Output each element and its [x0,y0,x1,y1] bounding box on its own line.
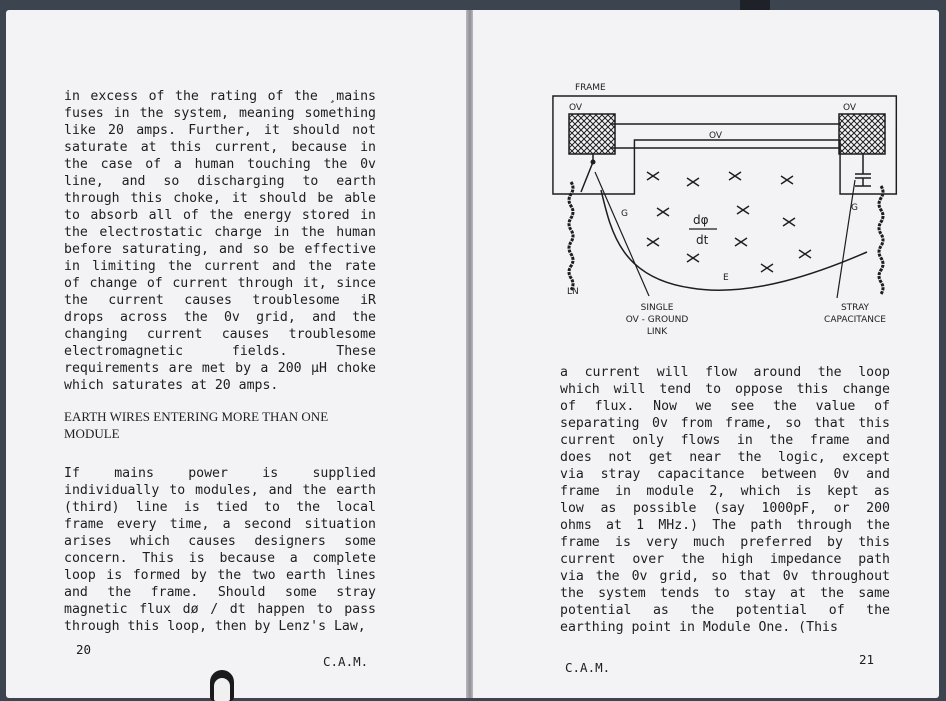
svg-text:LINK: LINK [646,327,668,337]
earth-loop-wire [601,190,867,290]
text-line: current only flows in the frame and [560,433,890,448]
text-line: ohms at 1 MHz.) The path through the [560,518,890,533]
right-module-logic [839,114,885,154]
text-line: the system tends to stay at the same [560,586,890,601]
text-line: frame every time, a second situation [64,517,376,532]
stray-pointer [837,180,855,298]
section-heading [64,408,384,442]
g-right-label: G [851,203,858,213]
text-line: frame in module 2, which is kept as [560,484,890,499]
text-line: and the frame. Should some stray [64,585,376,600]
text-line: does not get near the logic, except [560,450,890,465]
g-left-label: G [621,209,628,219]
right-earth-braid [879,186,883,294]
flux-crosses [647,172,811,272]
text-line: through this choke, it should be able [64,191,376,206]
text-line: the current causes troublesome iR [64,293,376,308]
text-line: through this loop, then by Lenz's Law, [64,619,366,634]
text-line: concern. This is because a complete [64,551,376,566]
left-earth-braid [569,182,573,290]
ov-bus-label: OV [709,131,723,141]
text-line: which will tend to oppose this change [560,382,890,397]
text-line: changing current causes troublesome [64,327,376,342]
text-line: in limiting the current and the rate [64,259,376,274]
binder-clip-highlight [214,678,230,701]
text-line: of flux. Now we see the value of [560,399,890,414]
text-line: electromagnetic fields. These [64,344,376,359]
flux-denominator: dt [696,233,709,247]
text-line: requirements are met by a 200 µH choke [64,361,376,376]
ov-bus [611,124,841,148]
text-line: current over the high impedance path [560,552,890,567]
text-line: of change of current through it, since [64,276,376,291]
single-link-caption [626,303,689,337]
text-line: the case of a human touching the 0v [64,157,376,172]
single-link-wire [581,154,593,192]
e-label: E [723,273,729,283]
right-paragraph [560,365,890,637]
text-line: line, and so discharging to earth [64,174,376,189]
text-line: frame is very much preferred by this [560,535,890,550]
svg-text:OV - GROUND: OV - GROUND [625,315,689,325]
left-page [6,10,467,698]
text-line: a current will flow around the loop [560,365,890,380]
flux-numerator: dφ [693,213,709,227]
left-paragraph-2 [64,465,376,635]
text-line: EARTH WIRES ENTERING MORE THAN ONE [64,409,329,424]
text-line: (third) line is tied to the local [64,500,376,515]
text-line: via the 0v grid, so that 0v throughout [560,569,890,584]
text-line: the electrostatic charge in the human [64,225,376,240]
text-line: arises which causes designers some [64,534,376,549]
ln-label: LN [567,287,579,297]
text-line: separating 0v from frame, so that this [560,416,890,431]
left-paragraph-1 [64,88,376,394]
right-page [473,10,939,698]
text-line: MODULE [64,426,120,441]
frame-label: FRAME [575,83,606,93]
text-line: potential as the potential of the [560,603,890,618]
text-line: via stray capacitance between 0v and [560,467,890,482]
left-page-number: 20 [76,642,92,657]
text-line: like 20 amps. Further, it should not [64,123,376,138]
single-link-pointer [595,172,649,296]
text-line: before saturating, and so be effective [64,242,376,257]
text-line: to absorb all of the energy stored in [64,208,376,223]
text-line: low as possible (say 1000pF, or 200 [560,501,890,516]
right-footer: C.A.M. [565,660,611,675]
text-line: individually to modules, and the earth [64,483,376,498]
text-line: drops across the 0v grid, and the [64,310,376,325]
svg-text:CAPACITANCE: CAPACITANCE [824,315,886,325]
earth-loop-diagram [551,82,899,338]
text-line: fuses in the system, meaning something [64,106,376,121]
text-line: If mains power is supplied [64,466,376,481]
text-line: which saturates at 20 amps. [64,378,279,393]
left-module-logic [569,114,615,154]
text-line: magnetic flux dø / dt happen to pass [64,602,376,617]
svg-text:SINGLE: SINGLE [640,303,674,313]
right-page-number: 21 [859,652,875,667]
left-footer: C.A.M. [323,654,369,669]
text-line: loop is formed by the two earth lines [64,568,376,583]
stray-capacitor [855,154,871,186]
text-line: in excess of the rating of the ¸mains [64,89,376,104]
stray-capacitance-caption [824,303,886,325]
text-line: earthing point in Module One. (This [560,620,838,635]
ov-left-label: OV [569,103,583,113]
svg-text:STRAY: STRAY [840,303,870,313]
text-line: saturate at this current, because in [64,140,376,155]
ov-right-label: OV [843,103,857,113]
